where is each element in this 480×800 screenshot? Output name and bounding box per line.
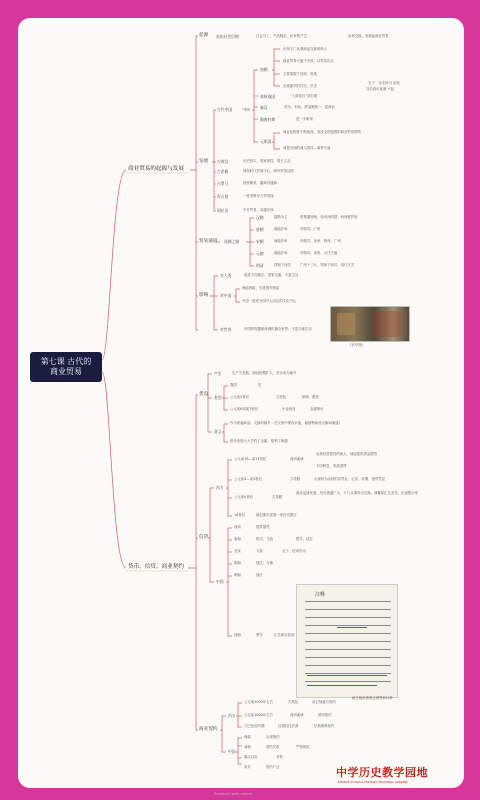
contract-west-detail-1: 地方统治者规定借贷和付款 <box>352 696 393 700</box>
contract-west-place-1: 古埃及 <box>288 700 299 704</box>
contract-china-text-3: 书契 <box>276 755 283 759</box>
egypt-text: 历史悠久，国家掌控，国王主从 <box>243 159 291 163</box>
credit-china-text-2: 柜坊、飞钱 <box>256 537 273 541</box>
route-yuan-era[interactable]: 元朝 <box>256 251 264 256</box>
route-song-text: 海陆并举 <box>274 239 288 243</box>
route-ming-detail: 广州十三行，郑和下西洋，清代关关 <box>300 263 355 267</box>
topic-byzantine[interactable]: 拜占庭 <box>217 194 229 199</box>
topic-origin-a: 社会分工、产品剩余、私有制产生 <box>256 34 307 38</box>
sui-tang-text: 进一步繁荣 <box>296 117 313 121</box>
route-yuan-text: 海陆并举 <box>274 251 288 255</box>
route-han-era[interactable]: 汉朝 <box>256 215 264 220</box>
topic-spring-autumn[interactable]: 春秋战国 <box>260 94 276 99</box>
credit-west-era-1: 公元前18—前17世纪 <box>234 457 267 461</box>
palace-painting-caption: 《宫中图》 <box>348 343 365 347</box>
topic-contract[interactable]: 商业契约 <box>199 727 218 732</box>
credit-china-text-1: 提供借贷 <box>256 525 270 529</box>
credit-china-text-5: 钱庄 <box>256 573 263 577</box>
currency-significance-2: 纸币发明大大节约了金属，便利了流通 <box>230 439 288 443</box>
credit-west[interactable]: 西方 <box>216 485 224 490</box>
contract-west-text-2: 使用契约 <box>318 713 332 717</box>
contract-china-era-4: 宋代 <box>244 765 251 769</box>
topic-credit[interactable]: 信贷 <box>199 535 209 540</box>
credit-china-era-6: 清朝 <box>234 633 241 637</box>
credit-china-era-5: 明朝 <box>234 573 241 577</box>
contract-west[interactable]: 西方 <box>228 713 236 718</box>
influence-humanity[interactable]: 对人类 <box>220 273 232 278</box>
influence-world-text: 中国的瓷器和丝绸传播全世界，丰富当地生活 <box>244 327 312 331</box>
contract-china[interactable]: 中国 <box>228 749 236 754</box>
topic-trade-routes[interactable]: 贸易通道 <box>199 239 218 244</box>
route-ming-era[interactable]: 明清 <box>256 263 264 268</box>
influence-humanity-text: 促进不同地区、国家交流，丰富生活 <box>244 273 299 277</box>
contract-west-place-3: 汉谟拉比法典 <box>278 724 299 728</box>
contract-west-era-3: 古巴比伦时期 <box>244 724 265 728</box>
currency-type-1-text: 贝 <box>258 383 262 387</box>
credit-west-era-2: 公元前4—前3世纪 <box>234 477 263 481</box>
route-song-detail: 市舶司，泉州、明州、广州 <box>300 239 341 243</box>
currency-type-2: 公元前5世纪 <box>230 395 250 399</box>
route-tang-detail: 市舶司、广州 <box>300 227 321 231</box>
qin-han-text: 货币、车轨、度量衡统一，促商业 <box>284 105 335 109</box>
topic-silk-road: 丝绸之路 <box>224 239 240 244</box>
shang-item-2: 商业贸易兴盛于中原，以贸易出名 <box>283 59 334 63</box>
contract-china-era-1: 商朝 <box>244 735 251 739</box>
route-song-era[interactable]: 宋朝 <box>256 239 264 244</box>
root-topic-line2: 商业贸易 <box>50 367 82 376</box>
route-tang-era[interactable]: 唐朝 <box>256 227 264 232</box>
spring-autumn-text: “工商食官”被打破 <box>290 94 318 98</box>
topic-origin-detail: 原始社会后期 <box>216 34 239 39</box>
contract-china-detail-2: 严格规范 <box>296 745 310 749</box>
influence-world[interactable]: 对世界 <box>220 327 232 332</box>
currency-significance[interactable]: 意义 <box>214 429 222 434</box>
currency-type-3-detail: 金属铸币 <box>310 407 324 411</box>
route-tang-text: 海陆并举 <box>274 227 288 231</box>
currency-type-3: 公元前6到前7世纪 <box>230 407 259 411</box>
currency-type-3-text: 小亚西亚 <box>282 407 296 411</box>
yuan-ming-item-1: 商业化程度不断加深，形成全国范围的商业贸易网络 <box>283 130 361 134</box>
credit-west-a-4: 威尼斯出现第一家近代银行 <box>256 513 297 517</box>
topic-development[interactable]: 发展 <box>199 159 209 164</box>
topic-shang[interactable]: 商朝 <box>260 67 268 72</box>
credit-west-place-1: 两河流域 <box>290 457 304 461</box>
shang-item-3: 主要掌握于官府、贵族 <box>283 72 317 76</box>
route-yuan-detail: 市舶司，泉州，元代兴盛 <box>300 251 338 255</box>
root-topic[interactable] <box>30 352 102 382</box>
credit-china[interactable]: 中国 <box>216 579 224 584</box>
contract-west-place-2: 两河流域 <box>290 713 304 717</box>
credit-west-b-1: 不同利息，贵族借贷 <box>316 464 347 468</box>
credit-china-detail-2: 银号、钱庄 <box>296 537 313 541</box>
xmind-credit: Produced with xmind <box>214 792 252 796</box>
topic-yuan-ming-qing[interactable]: 元明清 <box>260 139 272 144</box>
contract-china-era-3: 秦汉以后 <box>244 755 258 759</box>
branch-currency-credit-contract[interactable]: 货币、信贷、商业契约 <box>128 564 184 570</box>
currency-type-2-text: 古埃及 <box>276 395 287 399</box>
topic-qin-han[interactable]: 秦汉 <box>260 105 268 110</box>
watermark-subtitle: MIDDLE SCHOOL HISTORY TEACHING GARDEN <box>338 780 408 784</box>
influence-china-item-1: 海陆两路，引进国外物品 <box>242 286 280 290</box>
credit-west-place-3: 古希腊 <box>272 495 283 499</box>
topic-ancient-china[interactable]: 古代中国 <box>217 107 233 112</box>
credit-west-era-3: 公元前4世纪 <box>234 495 254 499</box>
influence-china-item-2: 中国一度成为国外人向往的文化中心 <box>242 299 297 303</box>
credit-west-a-1: 出现经营借贷的商人、神庙提供资金借贷 <box>316 452 378 456</box>
topic-sui-tang[interactable]: 隋唐时期 <box>260 117 276 122</box>
branch-origin-development[interactable]: 商业贸易的起源与发展 <box>128 166 184 172</box>
annotation-note-image <box>296 584 398 698</box>
contract-west-text-1: 用石刻盛行契约 <box>312 700 336 704</box>
credit-west-era-4: 16世纪 <box>234 513 246 517</box>
credit-china-text-6: 票号 <box>256 633 263 637</box>
shang-item-4: 出现最早的货币，贝壳 <box>283 84 317 88</box>
currency-origin[interactable]: 产生 <box>214 371 222 376</box>
topic-greece[interactable]: 古希腊 <box>217 169 229 174</box>
route-ming-text: 郑和下西洋 <box>274 263 291 267</box>
byzantine-text: 一度垄断东方贸易线 <box>243 194 274 198</box>
root-topic-line1: 第七课 古代的 <box>40 357 92 366</box>
route-han-detail: 张骞通西域，设河西四郡、西域都护府 <box>300 215 358 219</box>
route-han-text: 陆路为主 <box>274 215 288 219</box>
greece-text: 城邦时代贸易中心，海外贸易活跃 <box>243 169 294 173</box>
currency-origin-text: 生产力发展，商品规模扩大，货币成为媒介 <box>232 371 297 375</box>
credit-china-era-4: 明朝 <box>234 561 241 565</box>
credit-china-era-2: 唐朝 <box>234 537 241 541</box>
topic-market: “市” <box>242 107 250 112</box>
contract-china-text-2: 契约关系 <box>266 745 280 749</box>
credit-west-a-3: 商业迅速发展，货币流通广大，专门从事货币兑换、储蓄和汇兑业务，出现银行家 <box>296 491 419 495</box>
credit-china-era-3: 北宋 <box>234 549 241 553</box>
annotation-note-title: 注释 <box>315 592 326 598</box>
topic-currency[interactable]: 货币 <box>199 392 209 397</box>
jiaozi-note-line2: 以后纸币逐渐 兴起 <box>366 87 395 91</box>
arabia-text: 中介贸易，沟通东西 <box>243 208 274 212</box>
topic-egypt[interactable]: 古埃及 <box>217 159 229 164</box>
topic-origin[interactable]: 起源 <box>199 33 209 38</box>
credit-china-detail-3: 交子，信用货币 <box>282 549 306 553</box>
topic-origin-b: 出现交换、发展起商业贸易 <box>348 34 389 38</box>
credit-china-text-3: 飞钱 <box>256 549 263 553</box>
palace-painting-image <box>330 306 410 342</box>
credit-china-text-4: 钱庄、当铺 <box>256 561 273 565</box>
credit-china-era-1: 西周 <box>234 525 241 529</box>
credit-china-detail-6: 汇兑和存放款 <box>274 633 295 637</box>
currency-type-1: 我国 <box>230 383 237 387</box>
rome-text: 国家繁荣，疆域内通商 <box>243 181 277 185</box>
contract-china-era-2: 周朝 <box>244 745 251 749</box>
shang-item-1: 出现专门从事商品交换的商人 <box>283 47 328 51</box>
topic-arabia[interactable]: 阿拉伯 <box>217 208 229 213</box>
contract-west-text-3: 法典保障契约 <box>314 724 335 728</box>
currency-types[interactable]: 类型 <box>214 395 222 400</box>
watermark-logo: 中学历史教学园地 <box>336 766 428 779</box>
currency-type-2-detail: 铜块、银块 <box>302 395 319 399</box>
contract-china-text-1: 出现契约 <box>266 735 280 739</box>
contract-west-era-1: 公元前2000年左右 <box>244 700 273 704</box>
credit-west-a-2: 出现较为活跃的信贷业，记录、账簿、借贷凭证 <box>314 477 386 481</box>
topic-rome[interactable]: 古罗马 <box>217 181 229 186</box>
topic-influence[interactable]: 影响 <box>199 293 209 298</box>
credit-west-place-2: 古希腊 <box>290 477 301 481</box>
currency-significance-1: 作为普遍商品，交换的媒介（在交易中保存价值，能便利商品交换和流通） <box>230 421 342 425</box>
influence-china[interactable]: 对中国 <box>220 293 232 298</box>
contract-west-era-2: 公元前1800年左右 <box>244 713 273 717</box>
yuan-ming-item-2: 商帮出现的商人群体—商帮兴盛 <box>283 146 331 150</box>
contract-china-text-4: 契约广泛 <box>266 765 280 769</box>
jiaozi-note-line1: 交子：北宋四川 出现 <box>368 81 400 85</box>
